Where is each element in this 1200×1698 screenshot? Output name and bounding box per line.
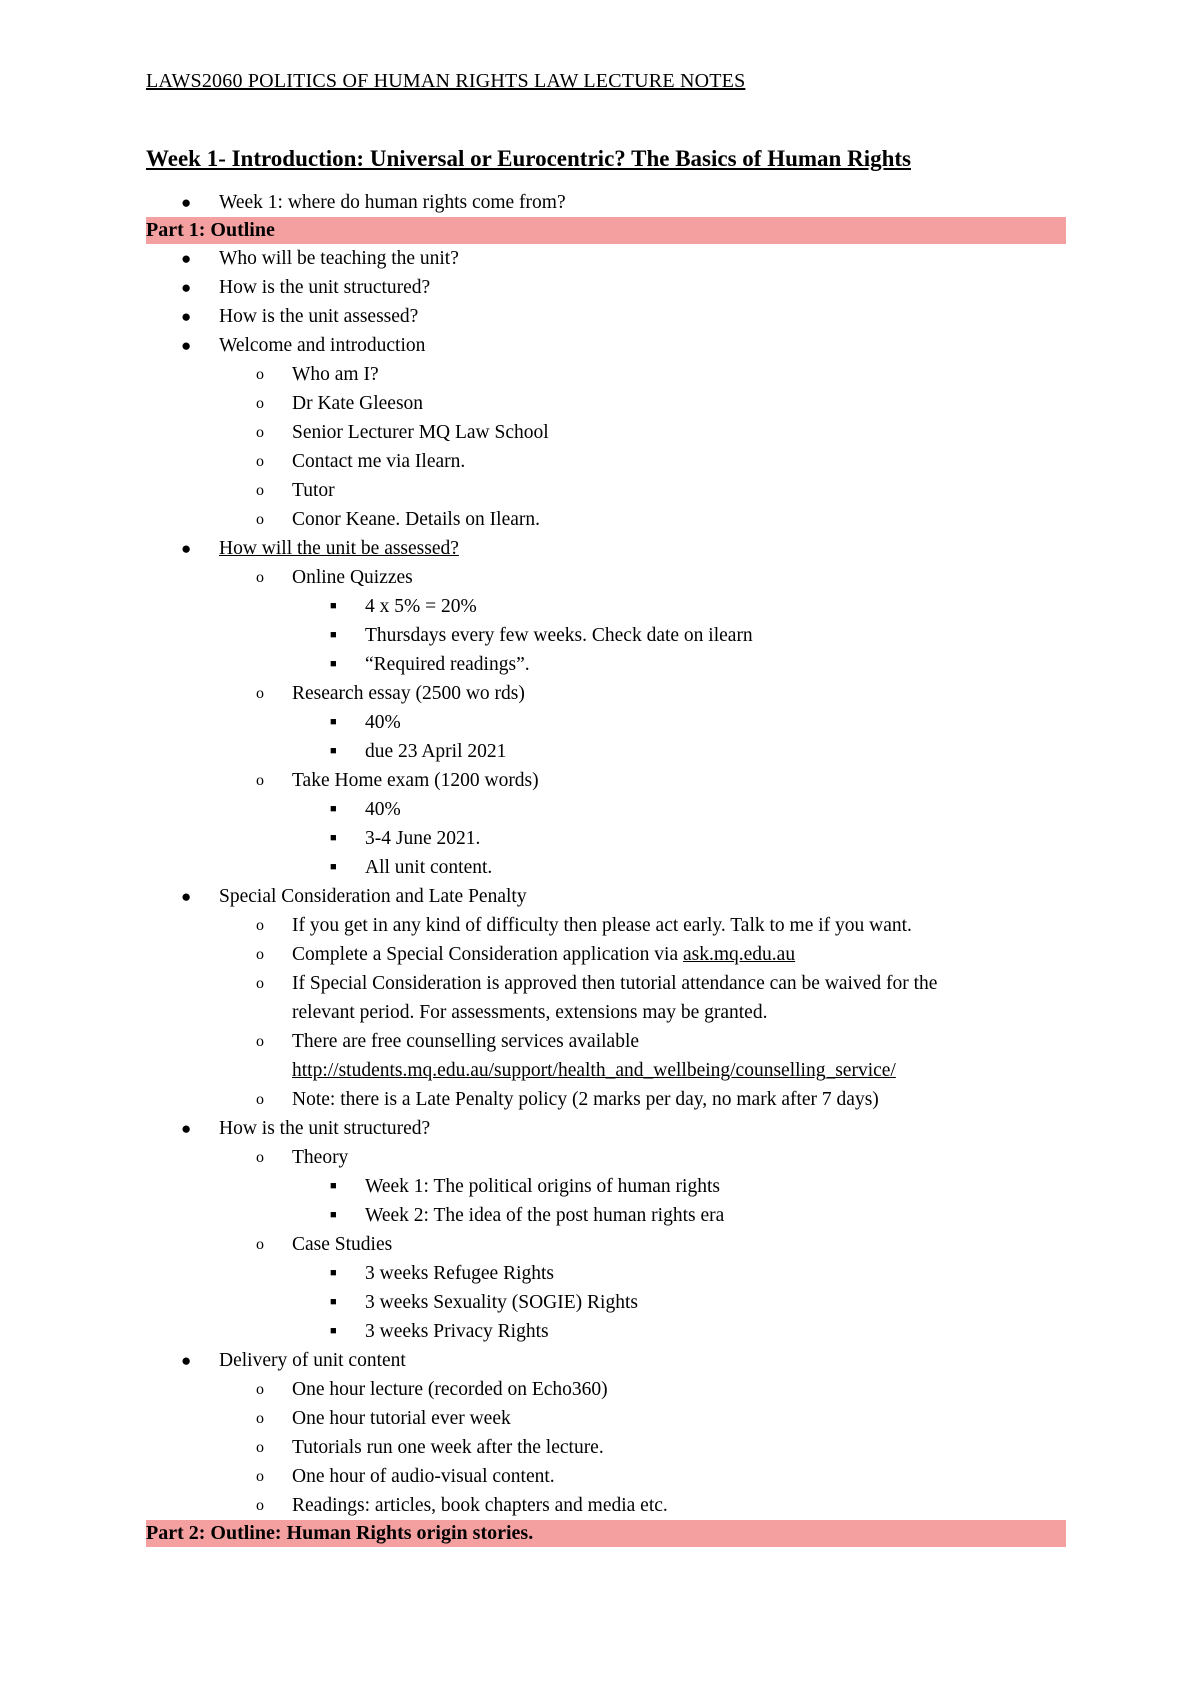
bullet-icon: o bbox=[256, 685, 264, 702]
bullet-icon: ■ bbox=[330, 832, 337, 844]
bullet-icon: ● bbox=[181, 1119, 192, 1138]
list-item bbox=[146, 592, 1066, 621]
list-item-text bbox=[365, 853, 1066, 882]
bullet-icon: o bbox=[256, 395, 264, 412]
item-text: Readings: articles, book chapters and media etc. bbox=[292, 1495, 668, 1516]
list-item bbox=[146, 1085, 1066, 1114]
list-item bbox=[146, 505, 1066, 534]
bullet-icon: ● bbox=[181, 249, 192, 268]
list-item bbox=[146, 853, 1066, 882]
list-item bbox=[146, 650, 1066, 679]
week-heading: Week 1- Introduction: Universal or Eurocentric? The Basics of Human Rights bbox=[146, 146, 911, 171]
list-item-text bbox=[292, 1230, 1066, 1259]
bullet-icon: ■ bbox=[330, 1180, 337, 1192]
item-text: Theory bbox=[292, 1147, 349, 1168]
list-item bbox=[146, 911, 1066, 940]
list-item-text bbox=[292, 969, 1066, 1027]
bullet-icon: ■ bbox=[330, 803, 337, 815]
item-text: Welcome and introduction bbox=[219, 335, 426, 356]
list-item-text bbox=[292, 1433, 1066, 1462]
list-item-text bbox=[219, 273, 1066, 302]
list-item bbox=[146, 766, 1066, 795]
list-item-text bbox=[365, 824, 1066, 853]
list-item bbox=[146, 418, 1066, 447]
list-item-text bbox=[292, 389, 1066, 418]
list-item bbox=[146, 188, 1066, 217]
list-item bbox=[146, 1230, 1066, 1259]
bullet-icon: ● bbox=[181, 1351, 192, 1370]
list-item-text bbox=[292, 418, 1066, 447]
item-text: Online Quizzes bbox=[292, 567, 413, 588]
list-item bbox=[146, 534, 1066, 563]
list-item bbox=[146, 1346, 1066, 1375]
item-text: There are free counselling services available bbox=[292, 1031, 640, 1052]
bullet-icon: o bbox=[256, 1033, 264, 1050]
item-text: If Special Consideration is approved then tutorial attendance can be waived for the bbox=[292, 973, 938, 994]
item-text: One hour lecture (recorded on Echo360) bbox=[292, 1379, 608, 1400]
item-text: Complete a Special Consideration application via bbox=[292, 944, 683, 965]
list-item-text bbox=[292, 1491, 1066, 1520]
bullet-icon: o bbox=[256, 1149, 264, 1166]
list-item-text bbox=[365, 1288, 1066, 1317]
list-item-text bbox=[365, 592, 1066, 621]
list-item-text bbox=[219, 188, 1066, 217]
item-text: Week 1: where do human rights come from? bbox=[219, 192, 566, 213]
item-text: One hour of audio-visual content. bbox=[292, 1466, 555, 1487]
bullet-icon: ■ bbox=[330, 1296, 337, 1308]
bullet-icon: ■ bbox=[330, 658, 337, 670]
item-text: How is the unit structured? bbox=[219, 1118, 431, 1139]
list-item-text bbox=[219, 882, 1066, 911]
bullet-icon: ■ bbox=[330, 861, 337, 873]
list-item-text bbox=[292, 911, 1066, 940]
list-item bbox=[146, 795, 1066, 824]
list-item-text bbox=[292, 1404, 1066, 1433]
list-item-text bbox=[292, 476, 1066, 505]
list-item bbox=[146, 1317, 1066, 1346]
list-item-text bbox=[365, 1317, 1066, 1346]
bullet-icon: o bbox=[256, 569, 264, 586]
list-item-text bbox=[292, 447, 1066, 476]
item-text-continuation: relevant period. For assessments, extensions may be granted. bbox=[292, 1002, 768, 1023]
list-item-text bbox=[292, 940, 1066, 969]
list-item bbox=[146, 1433, 1066, 1462]
list-item-text bbox=[219, 1346, 1066, 1375]
item-text: Dr Kate Gleeson bbox=[292, 393, 424, 414]
list-item-text bbox=[292, 563, 1066, 592]
item-text: One hour tutorial ever week bbox=[292, 1408, 511, 1429]
list-item bbox=[146, 302, 1066, 331]
list-item-text bbox=[219, 534, 1066, 563]
item-text: If you get in any kind of difficulty then please act early. Talk to me if you want. bbox=[292, 915, 912, 936]
list-item bbox=[146, 737, 1066, 766]
bullet-icon: o bbox=[256, 482, 264, 499]
list-item-text bbox=[365, 737, 1066, 766]
bullet-icon: ● bbox=[181, 278, 192, 297]
bullet-icon: ■ bbox=[330, 1209, 337, 1221]
item-text: Note: there is a Late Penalty policy (2 marks per day, no mark after 7 days) bbox=[292, 1089, 879, 1110]
list-item bbox=[146, 1114, 1066, 1143]
item-text: 3 weeks Refugee Rights bbox=[365, 1263, 555, 1284]
item-text: 3 weeks Sexuality (SOGIE) Rights bbox=[365, 1292, 638, 1313]
list-item bbox=[146, 331, 1066, 360]
list-item-text bbox=[365, 650, 1066, 679]
item-text: Case Studies bbox=[292, 1234, 393, 1255]
list-item-text bbox=[365, 795, 1066, 824]
section-heading: Part 1: Outline bbox=[146, 217, 1066, 244]
list-item-text bbox=[292, 1085, 1066, 1114]
bullet-icon: ■ bbox=[330, 629, 337, 641]
list-item bbox=[146, 360, 1066, 389]
list-item bbox=[146, 1259, 1066, 1288]
item-text: Take Home exam (1200 words) bbox=[292, 770, 539, 791]
list-item-text bbox=[292, 1462, 1066, 1491]
bullet-icon: ● bbox=[181, 539, 192, 558]
bullet-icon: o bbox=[256, 1091, 264, 1108]
list-item-text bbox=[219, 1114, 1066, 1143]
bullet-icon: o bbox=[256, 366, 264, 383]
item-text: Who will be teaching the unit? bbox=[219, 248, 459, 269]
item-text: How is the unit assessed? bbox=[219, 306, 419, 327]
bullet-icon: ● bbox=[181, 336, 192, 355]
bullet-icon: o bbox=[256, 1468, 264, 1485]
item-text: Thursdays every few weeks. Check date on ilearn bbox=[365, 625, 753, 646]
bullet-icon: o bbox=[256, 946, 264, 963]
bullet-icon: o bbox=[256, 975, 264, 992]
item-text: How will the unit be assessed? bbox=[219, 538, 459, 559]
bullet-icon: o bbox=[256, 772, 264, 789]
item-text: Tutorials run one week after the lecture. bbox=[292, 1437, 604, 1458]
bullet-icon: ● bbox=[181, 307, 192, 326]
list-item bbox=[146, 1462, 1066, 1491]
list-item-text bbox=[292, 505, 1066, 534]
list-item-text bbox=[292, 1143, 1066, 1172]
item-text: All unit content. bbox=[365, 857, 493, 878]
item-text: Senior Lecturer MQ Law School bbox=[292, 422, 549, 443]
item-text: Special Consideration and Late Penalty bbox=[219, 886, 527, 907]
item-text: Delivery of unit content bbox=[219, 1350, 406, 1371]
document-title: LAWS2060 POLITICS OF HUMAN RIGHTS LAW LECTURE NOTES bbox=[146, 70, 746, 92]
list-item-text bbox=[365, 1172, 1066, 1201]
list-item bbox=[146, 476, 1066, 505]
list-item bbox=[146, 679, 1066, 708]
bullet-icon: ■ bbox=[330, 745, 337, 757]
item-text: Conor Keane. Details on Ilearn. bbox=[292, 509, 540, 530]
item-text: 40% bbox=[365, 712, 401, 733]
list-item bbox=[146, 708, 1066, 737]
list-item bbox=[146, 1027, 1066, 1085]
item-text: Contact me via Ilearn. bbox=[292, 451, 466, 472]
list-item bbox=[146, 1143, 1066, 1172]
list-item-text bbox=[292, 766, 1066, 795]
notes-body bbox=[146, 188, 1066, 1547]
bullet-icon: ■ bbox=[330, 1267, 337, 1279]
counselling-link[interactable]: http://students.mq.edu.au/support/health_and_wellbeing/counselling_service/ bbox=[292, 1060, 896, 1081]
list-item bbox=[146, 969, 1066, 1027]
bullet-icon: o bbox=[256, 1439, 264, 1456]
list-item-text bbox=[292, 1375, 1066, 1404]
list-item bbox=[146, 1404, 1066, 1433]
list-item bbox=[146, 1201, 1066, 1230]
item-text: Tutor bbox=[292, 480, 335, 501]
bullet-icon: o bbox=[256, 1497, 264, 1514]
bullet-icon: ● bbox=[181, 193, 192, 212]
item-text: How is the unit structured? bbox=[219, 277, 431, 298]
list-item bbox=[146, 1288, 1066, 1317]
item-text: 40% bbox=[365, 799, 401, 820]
item-text: Week 2: The idea of the post human rights era bbox=[365, 1205, 725, 1226]
list-item-text bbox=[365, 1201, 1066, 1230]
section-heading: Part 2: Outline: Human Rights origin stories. bbox=[146, 1520, 1066, 1547]
list-item bbox=[146, 1491, 1066, 1520]
list-item bbox=[146, 244, 1066, 273]
bullet-icon: o bbox=[256, 424, 264, 441]
item-text: “Required readings”. bbox=[365, 654, 530, 675]
list-item bbox=[146, 824, 1066, 853]
list-item-text bbox=[219, 244, 1066, 273]
bullet-icon: ■ bbox=[330, 600, 337, 612]
bullet-icon: ■ bbox=[330, 1325, 337, 1337]
list-item bbox=[146, 447, 1066, 476]
bullet-icon: o bbox=[256, 511, 264, 528]
list-item-text bbox=[292, 679, 1066, 708]
item-text: due 23 April 2021 bbox=[365, 741, 507, 762]
list-item-text bbox=[292, 1027, 1066, 1085]
item-text: Research essay (2500 wo rds) bbox=[292, 683, 525, 704]
bullet-icon: o bbox=[256, 917, 264, 934]
list-item bbox=[146, 273, 1066, 302]
bullet-icon: o bbox=[256, 1410, 264, 1427]
item-text: 3 weeks Privacy Rights bbox=[365, 1321, 549, 1342]
list-item bbox=[146, 621, 1066, 650]
list-item bbox=[146, 389, 1066, 418]
bullet-icon: ● bbox=[181, 887, 192, 906]
item-text: 3-4 June 2021. bbox=[365, 828, 481, 849]
list-item bbox=[146, 940, 1066, 969]
item-text: Week 1: The political origins of human rights bbox=[365, 1176, 720, 1197]
list-item-text bbox=[219, 331, 1066, 360]
bullet-icon: o bbox=[256, 1236, 264, 1253]
bullet-icon: o bbox=[256, 1381, 264, 1398]
item-text: Who am I? bbox=[292, 364, 379, 385]
list-item-text bbox=[365, 1259, 1066, 1288]
list-item bbox=[146, 882, 1066, 911]
hyperlink[interactable]: ask.mq.edu.au bbox=[682, 944, 796, 965]
bullet-icon: o bbox=[256, 453, 264, 470]
list-item bbox=[146, 1375, 1066, 1404]
list-item-text bbox=[365, 621, 1066, 650]
list-item-text bbox=[292, 360, 1066, 389]
list-item-text bbox=[365, 708, 1066, 737]
list-item-text bbox=[219, 302, 1066, 331]
item-text: 4 x 5% = 20% bbox=[365, 596, 477, 617]
list-item bbox=[146, 563, 1066, 592]
list-item bbox=[146, 1172, 1066, 1201]
bullet-icon: ■ bbox=[330, 716, 337, 728]
